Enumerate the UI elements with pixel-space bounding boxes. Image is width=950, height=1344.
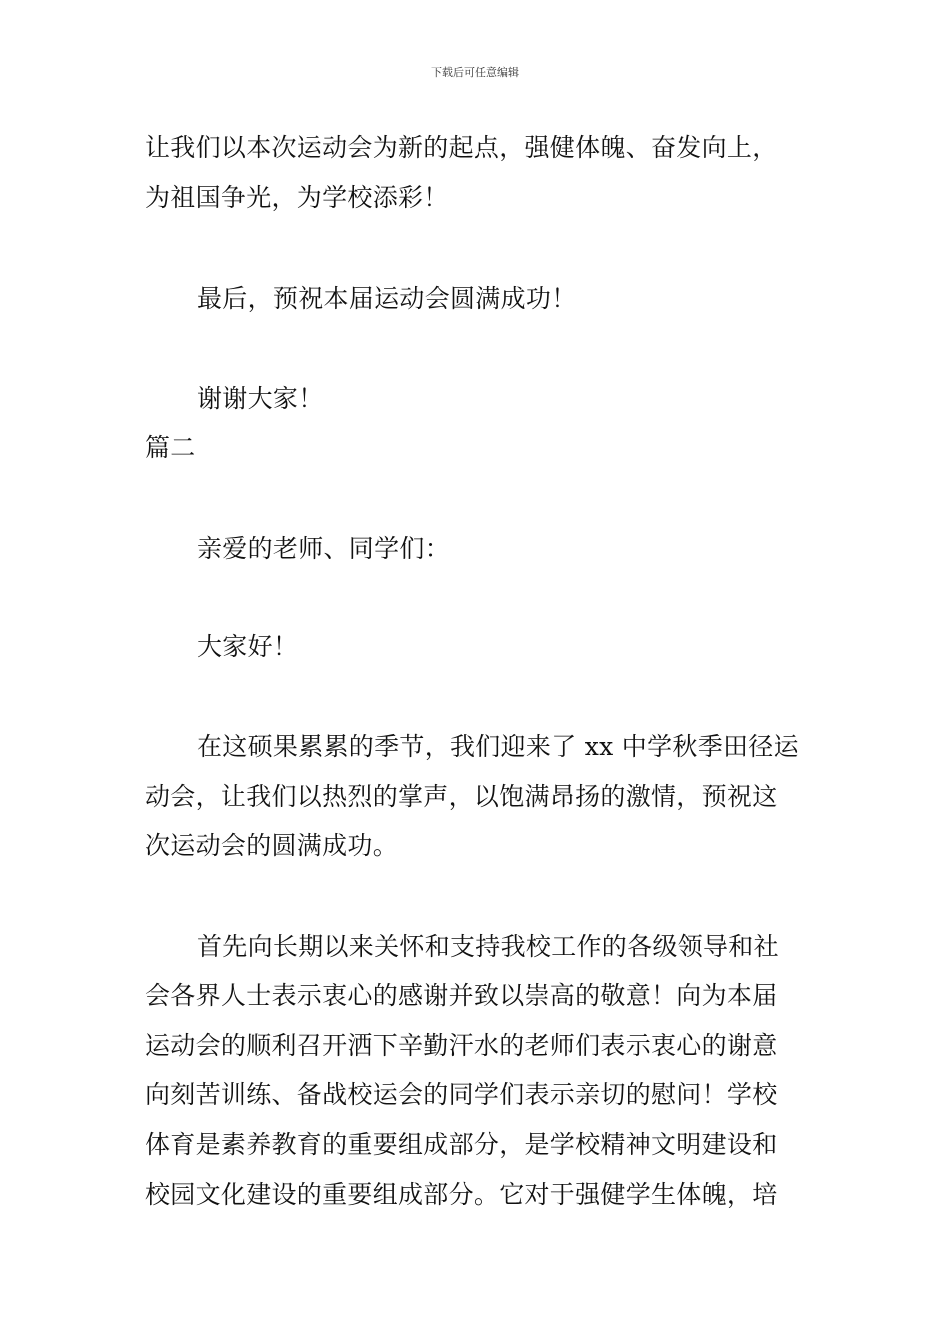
- header-note: 下载后可任意编辑: [431, 66, 519, 79]
- greeting-line: 大家好！: [197, 632, 299, 661]
- paragraph-line: 谢谢大家！: [197, 384, 324, 413]
- section-heading: 篇二: [145, 433, 196, 462]
- paragraph-line: 会各界人士表示衷心的感谢并致以崇高的敬意！向为本届: [145, 981, 778, 1010]
- paragraph-line: 运动会的顺利召开洒下辛勤汗水的老师们表示衷心的谢意: [145, 1031, 778, 1060]
- paragraph-line: 最后，预祝本届运动会圆满成功！: [197, 284, 577, 313]
- salutation-line: 亲爱的老师、同学们：: [197, 534, 451, 563]
- paragraph-line: 在这硕果累累的季节，我们迎来了 xx 中学秋季田径运: [197, 732, 799, 761]
- paragraph-line: 让我们以本次运动会为新的起点，强健体魄、奋发向上，: [145, 133, 778, 162]
- paragraph-line: 体育是素养教育的重要组成部分，是学校精神文明建设和: [145, 1130, 778, 1159]
- paragraph-line: 为祖国争光，为学校添彩！: [145, 183, 449, 212]
- paragraph-line: 次运动会的圆满成功。: [145, 831, 399, 860]
- paragraph-line: 向刻苦训练、备战校运会的同学们表示亲切的慰问！学校: [145, 1080, 778, 1109]
- paragraph-line: 首先向长期以来关怀和支持我校工作的各级领导和社: [197, 932, 779, 961]
- paragraph-line: 动会，让我们以热烈的掌声，以饱满昂扬的激情，预祝这: [145, 782, 778, 811]
- paragraph-line: 校园文化建设的重要组成部分。它对于强健学生体魄，培: [145, 1180, 778, 1209]
